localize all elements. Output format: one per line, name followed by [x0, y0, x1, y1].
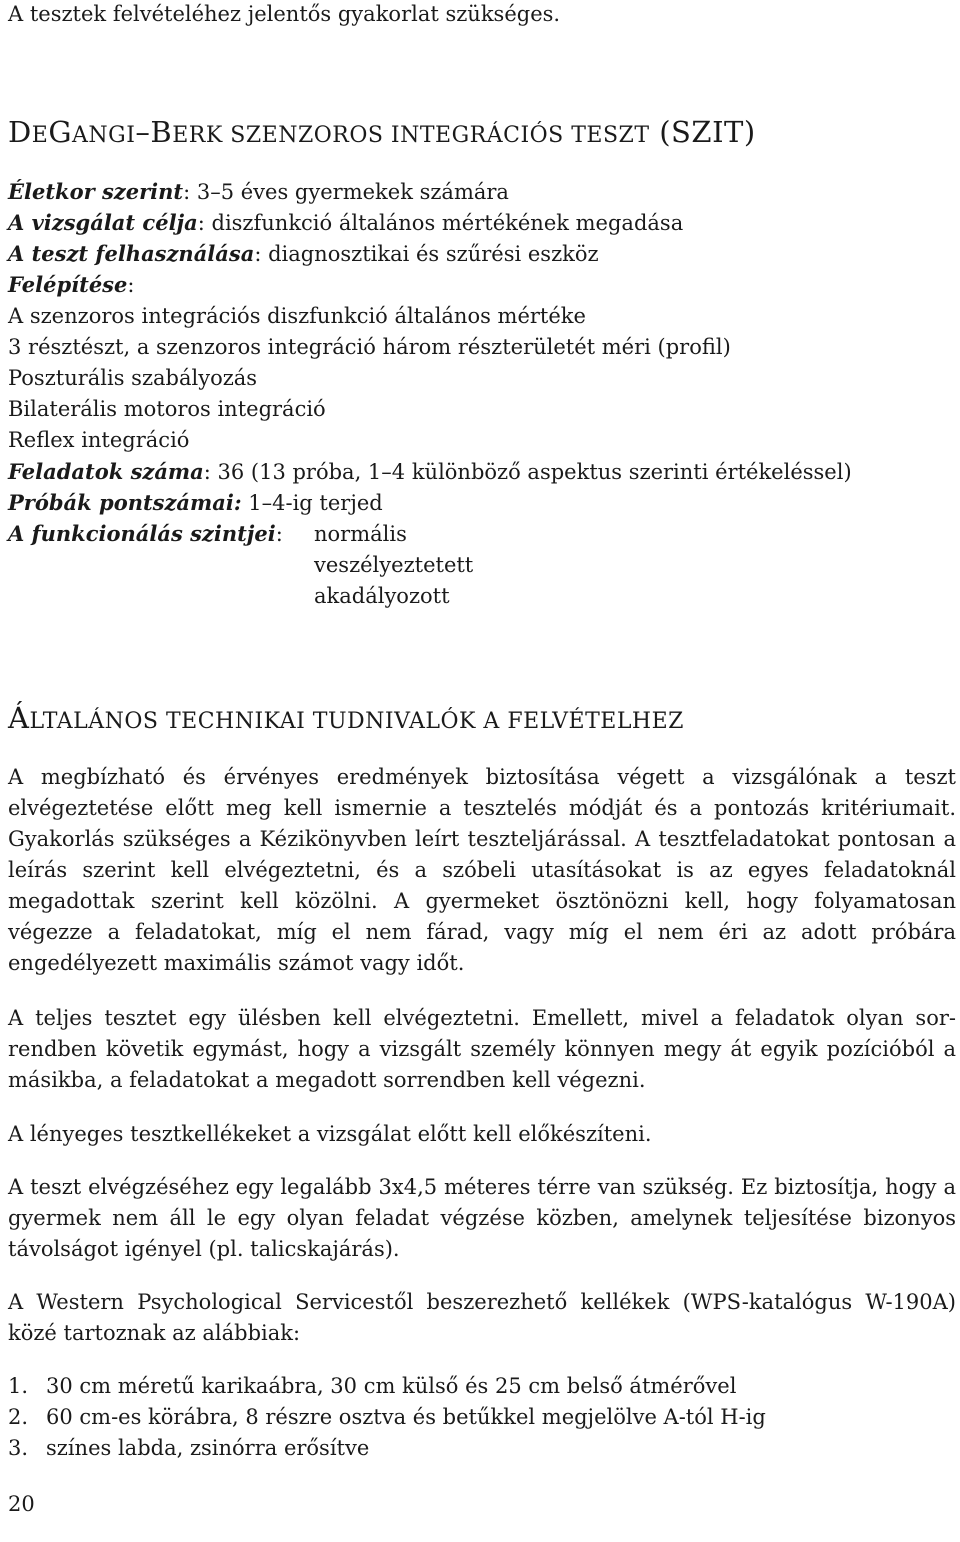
structure-line: 3 résztészt, a szenzoros integráció három részterületét méri (profil) — [8, 335, 731, 359]
level-item: normális — [314, 522, 407, 546]
paragraph: A teszt elvégzéséhez egy legalább 3x4,5 méteres térre van szükség. Ez biztosítja, hogy a gyermek nem áll le egy olyan feladat végzése közben, amelynek teljesítése bizonyos távolságot igényel (pl. talicskajárás). — [8, 1175, 956, 1261]
section-title-szit: DEGANGI–BERK SZENZOROS INTEGRÁCIÓS TESZT (SZIT) — [8, 115, 756, 149]
paragraph: A Western Psychological Servicestől beszerezhető kellékek (WPS-katalógus W-190A) közé tartoznak az alábbiak: — [8, 1290, 956, 1345]
structure-line: Bilaterális motoros integráció — [8, 397, 326, 421]
paragraph: A teljes tesztet egy ülésben kell elvégeztetni. Emellett, mivel a feladatok olyan sorrendben követik egymást, hogy a vizsgált személy könnyen megy át egyik pozícióból a másikba, a feladatokat a megadott sorrendben kell végezni. — [8, 1006, 956, 1092]
paragraph: A lényeges tesztkellékeket a vizsgálat előtt kell előkészíteni. — [8, 1122, 652, 1146]
info-aim: A vizsgálat célja: diszfunkció általános mértékének megadása — [8, 210, 684, 235]
section-title-technical: ÁLTALÁNOS TECHNIKAI TUDNIVALÓK A FELVÉTELHEZ — [8, 701, 684, 735]
info-scores: Próbák pontszámai: 1–4-ig terjed — [8, 490, 383, 515]
paragraph: A megbízható és érvényes eredmények biztosítása végett a vizsgálónak a teszt elvégeztetése előtt meg kell ismernie a tesztelés módját és a pontozás kritériumait. Gyakorlás szükséges a Kézikönyvben leírt teszteljárással. A tesztfeladatokat pontosan a leírás szerint kell elvégeztetni, és a szóbeli utasításokat is az egyes feladatoknál megadottak szerint kell közölni. A gyermeket ösztönözni kell, hogy folyamatosan végezze a feladatokat, míg el nem fárad, vagy míg el nem éri az adott próbára engedélyezett maximális számot vagy időt. — [8, 765, 956, 975]
list-item: 2. 60 cm-es körábra, 8 részre osztva és betűkkel megjelölve A-tól H-ig — [8, 1405, 766, 1429]
structure-line: Poszturális szabályozás — [8, 366, 258, 390]
structure-line: A szenzoros integrációs diszfunkció általános mértéke — [8, 304, 586, 328]
intro-sentence: A tesztek felvételéhez jelentős gyakorlat szükséges. — [8, 2, 561, 26]
level-item: veszélyeztetett — [314, 553, 474, 577]
level-item: akadályozott — [314, 584, 450, 608]
info-structure: Felépítése: — [8, 272, 135, 297]
page-number: 20 — [8, 1492, 35, 1516]
structure-line: Reflex integráció — [8, 428, 190, 452]
info-age: Életkor szerint: 3–5 éves gyermekek számára — [8, 179, 509, 204]
list-item: 1. 30 cm méretű karikaábra, 30 cm külső és 25 cm belső átmérővel — [8, 1374, 737, 1398]
info-levels: A funkcionálás szintjei: — [8, 521, 283, 546]
list-item: 3. színes labda, zsinórra erősítve — [8, 1436, 370, 1460]
info-tasks: Feladatok száma: 36 (13 próba, 1–4 különböző aspektus szerinti értékeléssel) — [8, 459, 852, 484]
info-use: A teszt felhasználása: diagnosztikai és szűrési eszköz — [8, 241, 599, 266]
